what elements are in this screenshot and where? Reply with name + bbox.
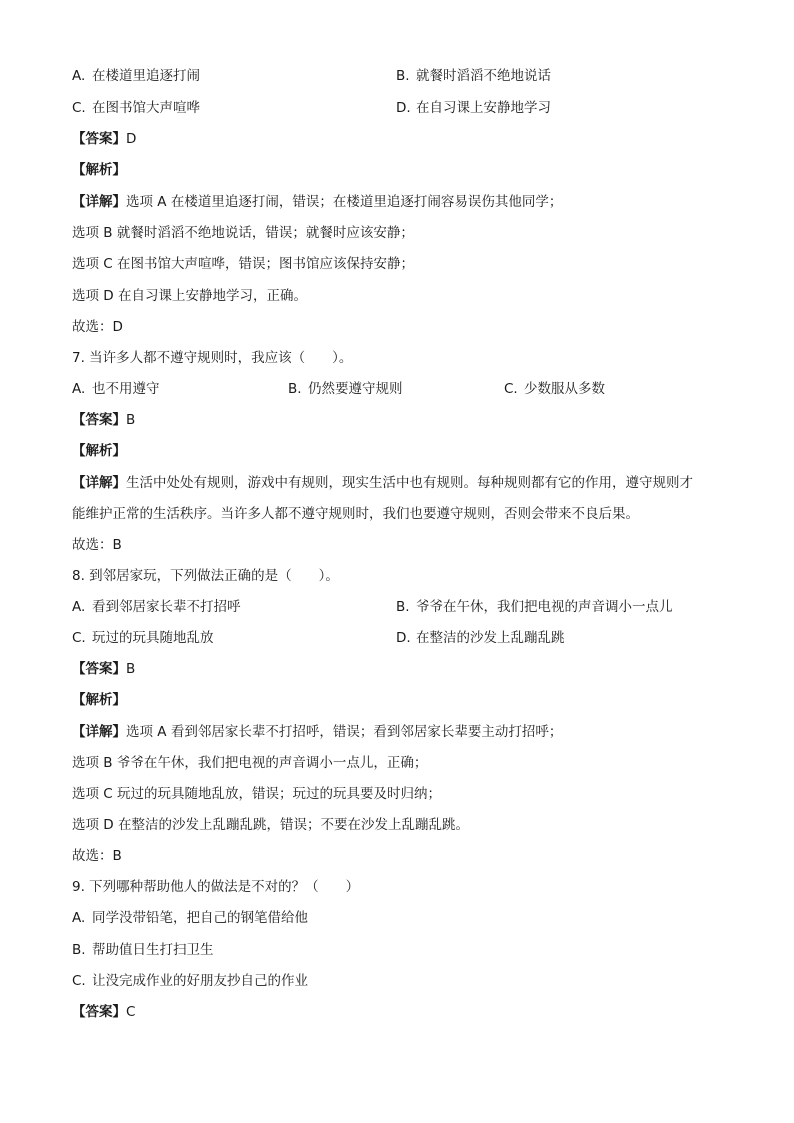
q6-detail-3: 选项 C 在图书馆大声喧哗，错误；图书馆应该保持安静； xyxy=(72,256,415,272)
q8-detail-1: 【详解】选项 A 看到邻居家长辈不打招呼，错误；看到邻居家长辈要主动打招呼； xyxy=(72,724,563,740)
q6-option-d: D. 在自习课上安静地学习 xyxy=(396,100,551,116)
q8-option-a: A. 看到邻居家长辈不打招呼 xyxy=(72,599,241,615)
q9-answer: 【答案】C xyxy=(72,1004,136,1020)
q8-answer: 【答案】B xyxy=(72,661,136,677)
q7-option-a: A. 也不用遵守 xyxy=(72,381,160,397)
q7-choice: 故选：B xyxy=(72,537,122,553)
q6-detail-1: 【详解】选项 A 在楼道里追逐打闹，错误；在楼道里追逐打闹容易误伤其他同学； xyxy=(72,194,563,210)
q7-answer: 【答案】B xyxy=(72,412,136,428)
q7-detail-1: 【详解】生活中处处有规则，游戏中有规则，现实生活中也有规则。每种规则都有它的作用，遵守规则才 xyxy=(72,475,693,491)
q7-options-row xyxy=(72,379,754,399)
q7-question: 7. 当许多人都不遵守规则时，我应该（ ）。 xyxy=(72,350,353,366)
q8-option-d: D. 在整洁的沙发上乱蹦乱跳 xyxy=(396,630,565,646)
q7-analysis-label: 【解析】 xyxy=(72,443,126,459)
q8-option-b: B. 爷爷在午休，我们把电视的声音调小一点儿 xyxy=(396,599,673,615)
q6-option-c: C. 在图书馆大声喧哗 xyxy=(72,100,200,116)
q6-detail-2: 选项 B 就餐时滔滔不绝地说话，错误；就餐时应该安静； xyxy=(72,225,414,241)
q9-question: 9. 下列哪种帮助他人的做法是不对的？（ ） xyxy=(72,879,360,895)
q8-analysis-label: 【解析】 xyxy=(72,692,126,708)
q6-choice: 故选：D xyxy=(72,319,123,335)
q8-detail-3: 选项 C 玩过的玩具随地乱放，错误；玩过的玩具要及时归纳； xyxy=(72,786,442,802)
q8-choice: 故选：B xyxy=(72,848,122,864)
q8-question: 8. 到邻居家玩，下列做法正确的是（ ）。 xyxy=(72,568,339,584)
q6-answer: 【答案】D xyxy=(72,131,137,147)
q6-options-row-1 xyxy=(72,66,754,86)
q6-option-a: A. 在楼道里追逐打闹 xyxy=(72,68,200,84)
q8-detail-4: 选项 D 在整洁的沙发上乱蹦乱跳，错误；不要在沙发上乱蹦乱跳。 xyxy=(72,817,469,833)
q8-options-row-1 xyxy=(72,597,754,617)
q8-options-row-2 xyxy=(72,628,754,648)
q8-detail-2: 选项 B 爷爷在午休，我们把电视的声音调小一点儿，正确； xyxy=(72,755,428,771)
q6-option-b: B. 就餐时滔滔不绝地说话 xyxy=(396,68,551,84)
q9-option-a: A. 同学没带铅笔，把自己的钢笔借给他 xyxy=(72,910,308,926)
q7-detail-2: 能维护正常的生活秩序。当许多人都不遵守规则时，我们也要遵守规则，否则会带来不良后果。 xyxy=(72,506,639,522)
q7-option-c: C. 少数服从多数 xyxy=(504,381,605,397)
q7-option-b: B. 仍然要遵守规则 xyxy=(288,381,403,397)
q9-option-b: B. 帮助值日生打扫卫生 xyxy=(72,942,214,958)
q6-options-row-2 xyxy=(72,98,754,118)
q6-detail-4: 选项 D 在自习课上安静地学习，正确。 xyxy=(72,288,307,304)
q8-option-c: C. 玩过的玩具随地乱放 xyxy=(72,630,214,646)
q6-analysis-label: 【解析】 xyxy=(72,162,126,178)
q9-option-c: C. 让没完成作业的好朋友抄自己的作业 xyxy=(72,973,308,989)
